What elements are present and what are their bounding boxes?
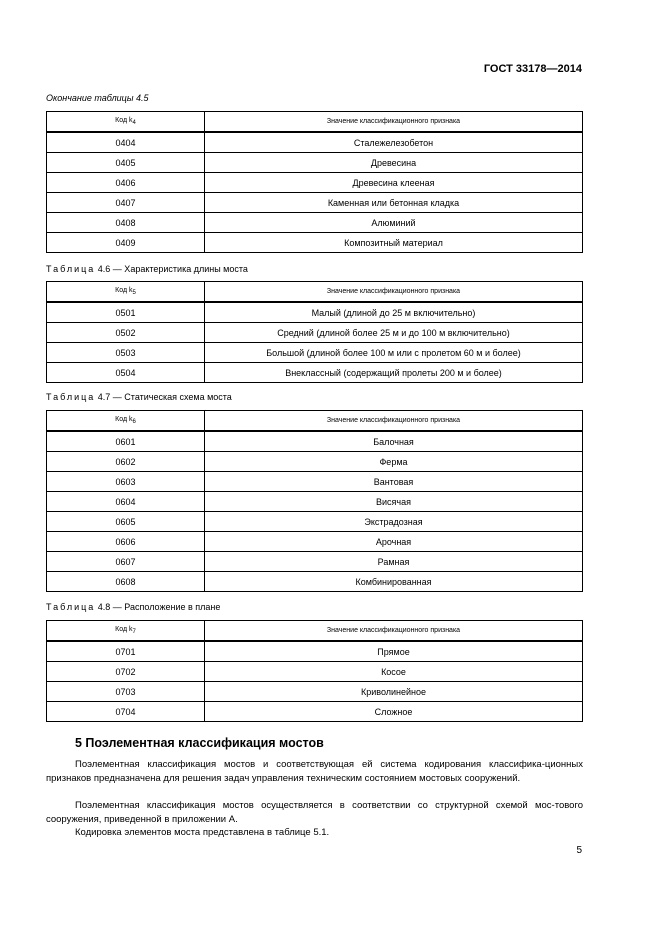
paragraph-1: Поэлементная классификация мостов и соответствующая ей система кодирования классифика-ционных признаков предназначена для решения задач управления техническим состоянием мостовых сооружений. (46, 759, 583, 784)
table-row (47, 641, 583, 662)
cell-value: Средний (длиной более 25 м и до 100 м включительно) (205, 323, 583, 343)
table-row (47, 302, 583, 323)
cell-code: 0502 (47, 323, 205, 343)
table-row (47, 132, 583, 153)
table-row (47, 492, 583, 512)
column-header-value: Значение классификационного признака (205, 282, 583, 303)
table-row (47, 193, 583, 213)
table-continuation-label: Окончание таблицы 4.5 (46, 93, 149, 103)
cell-value: Экстрадозная (205, 512, 583, 532)
cell-code: 0407 (47, 193, 205, 213)
cell-value: Прямое (205, 641, 583, 662)
paragraph-3: Кодировка элементов моста представлена в таблице 5.1. (75, 827, 330, 838)
cell-code: 0607 (47, 552, 205, 572)
cell-value: Сложное (205, 702, 583, 722)
table-row (47, 363, 583, 383)
paragraph-2: Поэлементная классификация мостов осуществляется в соответствии со структурной схемой мос-тового сооружения, приведенной в приложении А. (46, 800, 583, 825)
cell-value: Ферма (205, 452, 583, 472)
table-row (47, 662, 583, 682)
cell-value: Большой (длиной более 100 м или с пролетом 60 м и более) (205, 343, 583, 363)
cell-code: 0603 (47, 472, 205, 492)
cell-value: Сталежелезобетон (205, 132, 583, 153)
cell-value: Криволинейное (205, 682, 583, 702)
cell-value: Композитный материал (205, 233, 583, 253)
table-4-7 (46, 410, 583, 592)
cell-code: 0703 (47, 682, 205, 702)
cell-code: 0601 (47, 431, 205, 452)
table-row (47, 572, 583, 592)
table-row (47, 472, 583, 492)
cell-value: Балочная (205, 431, 583, 452)
page-number: 5 (576, 845, 582, 856)
cell-value: Древесина клееная (205, 173, 583, 193)
table-row (47, 682, 583, 702)
cell-value: Каменная или бетонная кладка (205, 193, 583, 213)
table-row (47, 552, 583, 572)
table-4-7-caption: Таблица 4.7 — Статическая схема моста (46, 392, 232, 402)
table-row (47, 532, 583, 552)
cell-value: Висячая (205, 492, 583, 512)
table-row (47, 173, 583, 193)
column-header-code: Код k6 (47, 411, 205, 432)
table-row (47, 153, 583, 173)
cell-value: Древесина (205, 153, 583, 173)
table-4-6 (46, 281, 583, 383)
table-row (47, 452, 583, 472)
document-standard-number: ГОСТ 33178—2014 (483, 63, 582, 75)
table-row (47, 213, 583, 233)
column-header-code: Код k4 (47, 112, 205, 133)
column-header-value: Значение классификационного признака (205, 112, 583, 133)
cell-value: Малый (длиной до 25 м включительно) (205, 302, 583, 323)
cell-value: Вантовая (205, 472, 583, 492)
column-header-code: Код k7 (47, 621, 205, 642)
table-4-6-caption: Таблица 4.6 — Характеристика длины моста (46, 264, 248, 274)
column-header-code: Код k5 (47, 282, 205, 303)
table-row (47, 512, 583, 532)
table-row (47, 343, 583, 363)
table-row (47, 431, 583, 452)
cell-code: 0605 (47, 512, 205, 532)
cell-code: 0405 (47, 153, 205, 173)
cell-code: 0406 (47, 173, 205, 193)
cell-code: 0701 (47, 641, 205, 662)
table-4-5 (46, 111, 583, 253)
cell-code: 0501 (47, 302, 205, 323)
column-header-value: Значение классификационного признака (205, 621, 583, 642)
table-4-8 (46, 620, 583, 722)
cell-code: 0606 (47, 532, 205, 552)
cell-value: Алюминий (205, 213, 583, 233)
cell-value: Рамная (205, 552, 583, 572)
cell-code: 0604 (47, 492, 205, 512)
table-row (47, 323, 583, 343)
table-row (47, 702, 583, 722)
table-4-8-caption: Таблица 4.8 — Расположение в плане (46, 602, 221, 612)
cell-code: 0404 (47, 132, 205, 153)
cell-code: 0409 (47, 233, 205, 253)
cell-value: Арочная (205, 532, 583, 552)
cell-value: Комбинированная (205, 572, 583, 592)
cell-code: 0608 (47, 572, 205, 592)
table-row (47, 233, 583, 253)
section-5-heading: 5 Поэлементная классификация мостов (75, 736, 324, 750)
cell-code: 0602 (47, 452, 205, 472)
cell-code: 0702 (47, 662, 205, 682)
cell-value: Внеклассный (содержащий пролеты 200 м и более) (205, 363, 583, 383)
cell-code: 0408 (47, 213, 205, 233)
column-header-value: Значение классификационного признака (205, 411, 583, 432)
cell-value: Косое (205, 662, 583, 682)
cell-code: 0504 (47, 363, 205, 383)
cell-code: 0503 (47, 343, 205, 363)
cell-code: 0704 (47, 702, 205, 722)
